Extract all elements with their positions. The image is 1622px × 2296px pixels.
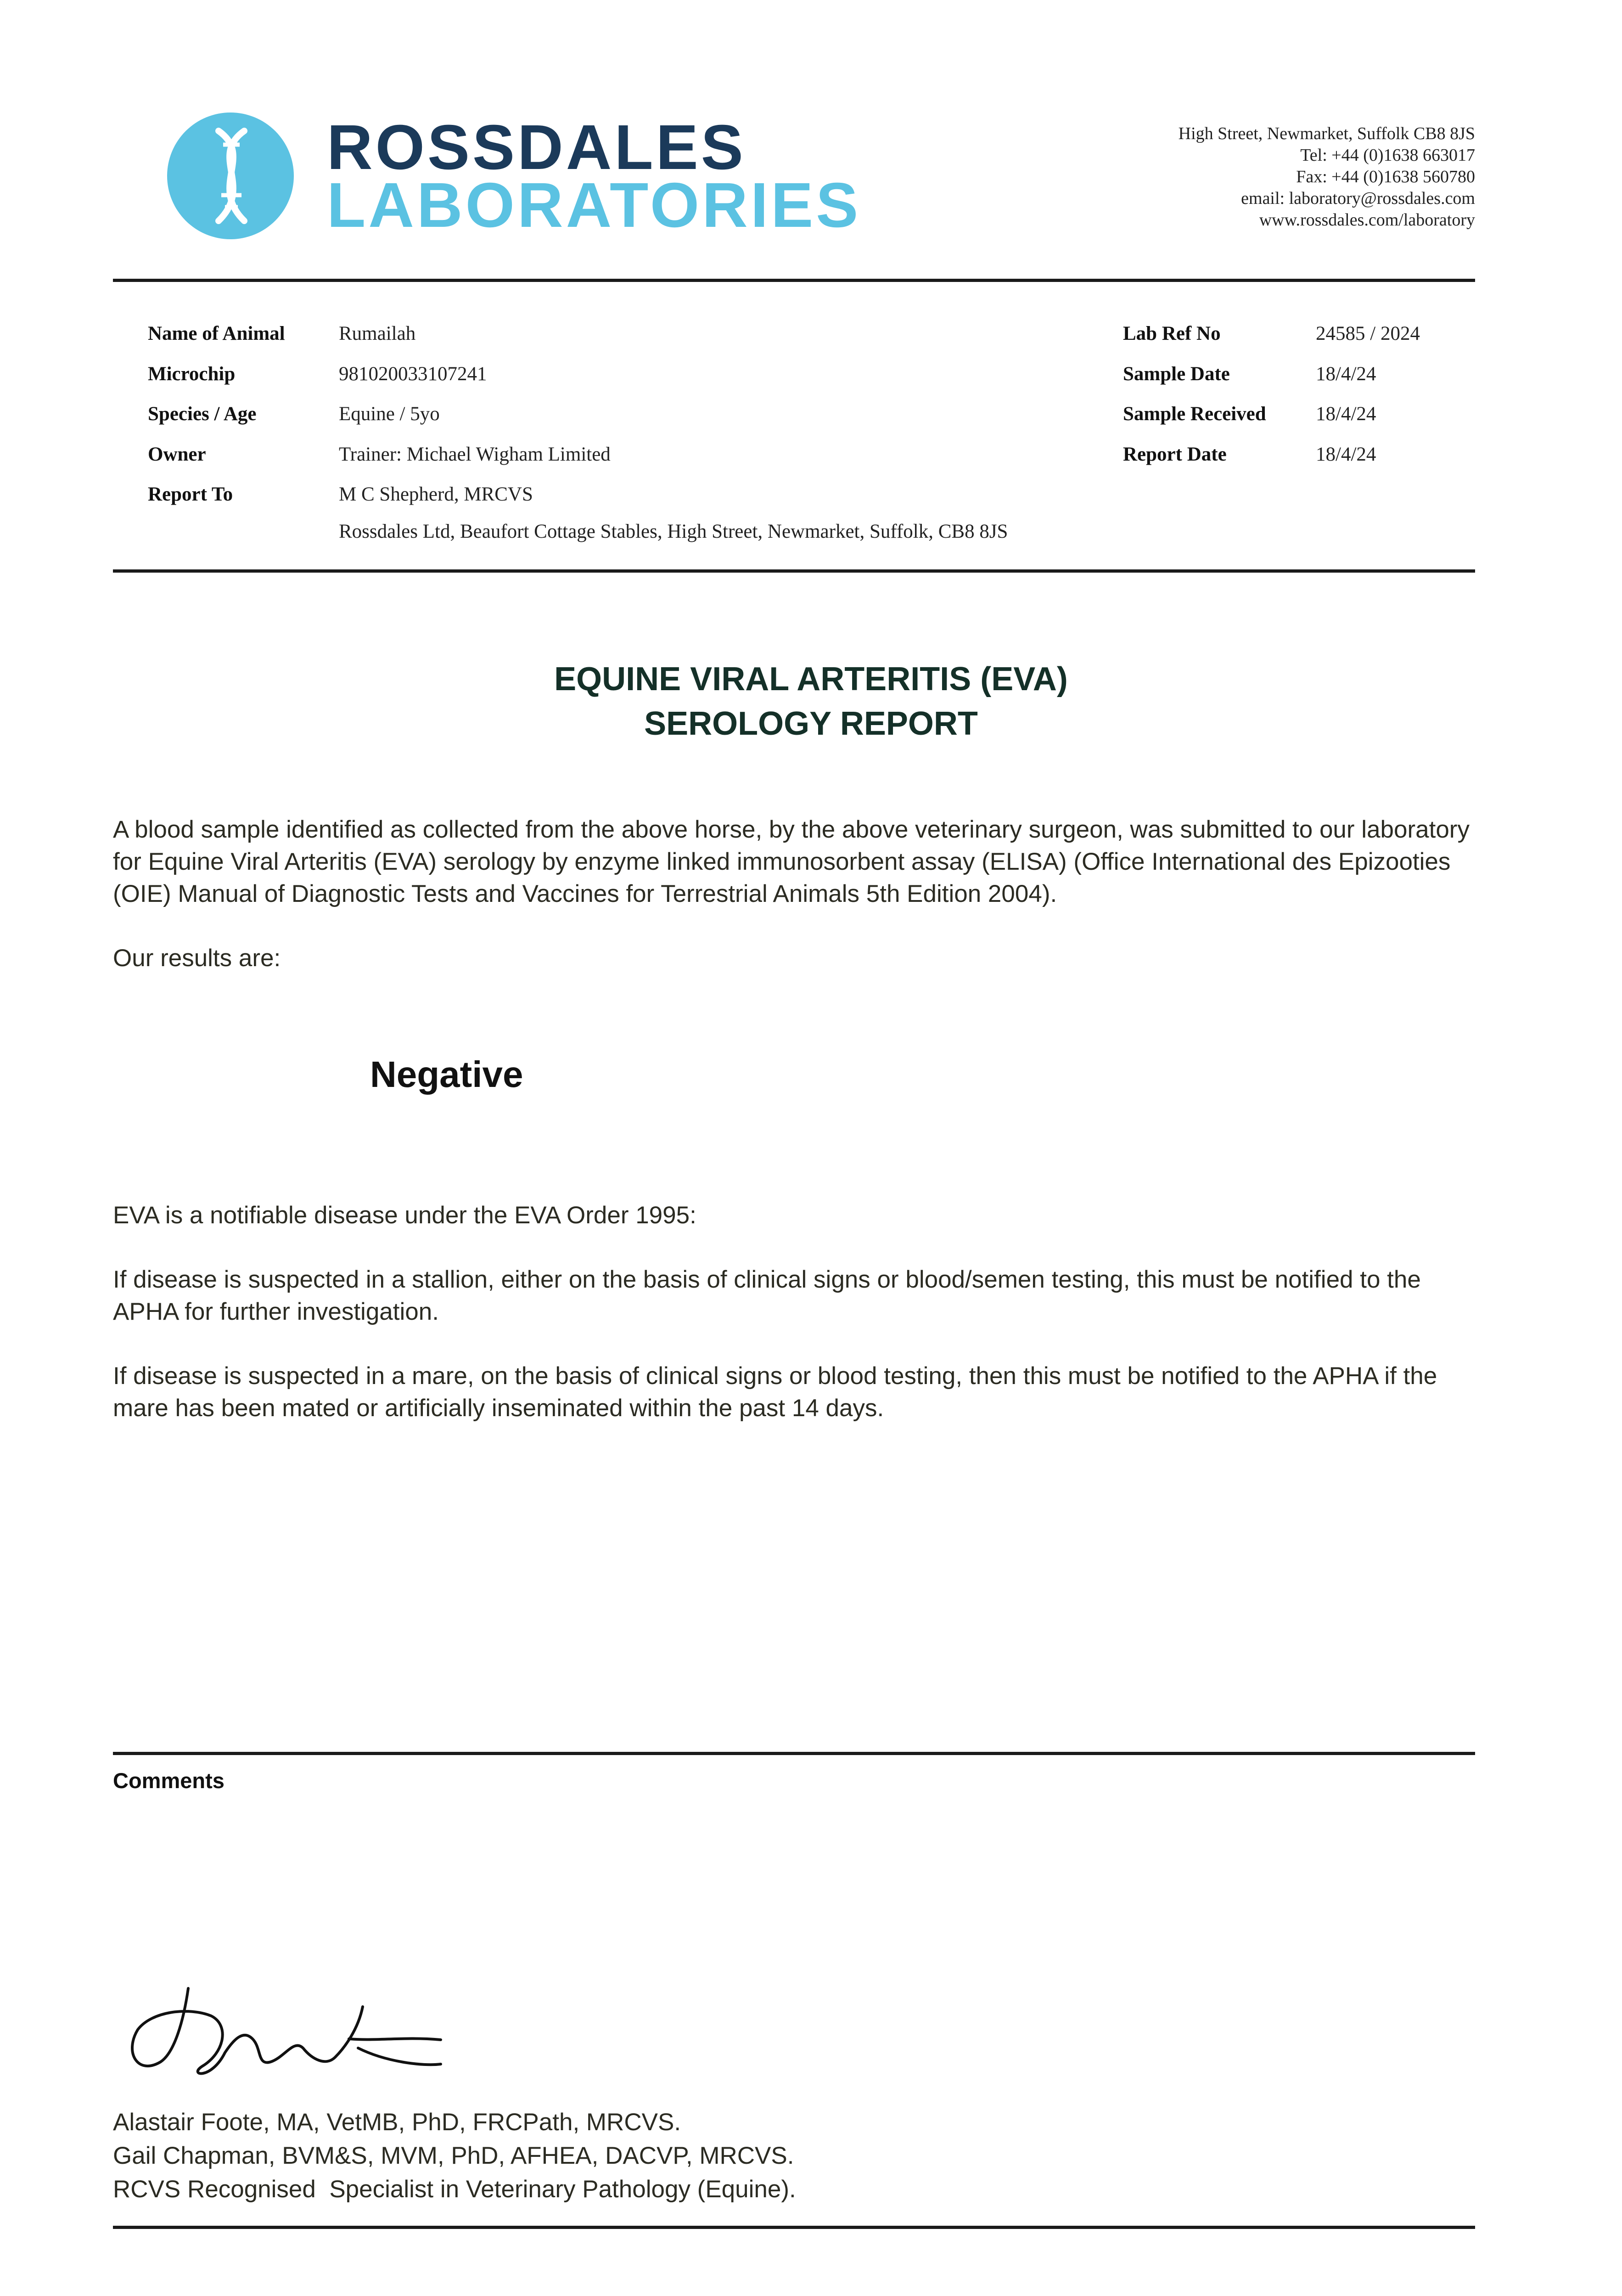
- results-intro: Our results are:: [113, 945, 281, 972]
- signatory-line3: RCVS Recognised Specialist in Veterinary Pathology (Equine).: [113, 2176, 796, 2203]
- result-value: Negative: [370, 1054, 523, 1095]
- sample-date-value: 18/4/24: [1316, 363, 1376, 385]
- dna-helix-icon: [167, 113, 294, 239]
- contact-address: High Street, Newmarket, Suffolk CB8 8JS: [1178, 124, 1475, 143]
- stallion-note: If disease is suspected in a stallion, either on the basis of clinical signs or blood/semen testing, this must be notified to the APHA for further investigation.: [113, 1266, 1421, 1325]
- sample-received-value: 18/4/24: [1316, 403, 1376, 425]
- animal-name-value: Rumailah: [339, 323, 416, 344]
- report-date-value: 18/4/24: [1316, 444, 1376, 465]
- footer-divider: [113, 2226, 1475, 2229]
- microchip-value: 981020033107241: [339, 363, 487, 385]
- contact-block: [1179, 123, 1475, 231]
- owner-value: Trainer: Michael Wigham Limited: [339, 444, 611, 465]
- lab-ref-label: Lab Ref No: [1123, 323, 1221, 344]
- microchip-label: Microchip: [148, 363, 236, 385]
- header-divider: [113, 279, 1475, 282]
- sample-date-label: Sample Date: [1123, 363, 1230, 385]
- notifiable-statement: EVA is a notifiable disease under the EVA Order 1995:: [113, 1202, 696, 1229]
- brand-name-line2: LABORATORIES: [327, 170, 861, 241]
- signature: [119, 1961, 468, 2089]
- contact-website[interactable]: www.rossdales.com/laboratory: [1259, 210, 1475, 230]
- report-to-value: M C Shepherd, MRCVS: [339, 484, 533, 505]
- info-divider: [113, 569, 1475, 573]
- comments-divider: [113, 1752, 1475, 1755]
- intro-paragraph: A blood sample identified as collected from the above horse, by the above veterinary surgeon, was submitted to our laboratory for Equine Viral Arteritis (EVA) serology by enzyme linked immunosorbent assay (ELISA) (Office International des Epizooties (OIE) Manual of Diagnostic Tests and Vaccines for Terrestrial Animals 5th Edition 2004).: [113, 816, 1470, 907]
- owner-label: Owner: [148, 444, 206, 465]
- contact-email[interactable]: email: laboratory@rossdales.com: [1241, 189, 1475, 208]
- signatories-block: [113, 2105, 796, 2206]
- brand-name-line1: ROSSDALES: [327, 112, 746, 183]
- report-to-label: Report To: [148, 484, 233, 505]
- species-age-value: Equine / 5yo: [339, 403, 440, 425]
- report-date-label: Report Date: [1123, 444, 1227, 465]
- report-title-line1: EQUINE VIRAL ARTERITIS (EVA): [554, 661, 1068, 698]
- signatory-line2: Gail Chapman, BVM&S, MVM, PhD, AFHEA, DACVP, MRCVS.: [113, 2142, 794, 2169]
- animal-name-label: Name of Animal: [148, 323, 285, 344]
- report-title-line2: SEROLOGY REPORT: [644, 705, 978, 742]
- lab-ref-value: 24585 / 2024: [1316, 323, 1420, 344]
- comments-label: Comments: [113, 1768, 224, 1793]
- mare-note: If disease is suspected in a mare, on the basis of clinical signs or blood testing, then this must be notified to the APHA if the mare has been mated or artificially inseminated within the past 14 days.: [113, 1362, 1437, 1422]
- species-age-label: Species / Age: [148, 403, 257, 425]
- sample-received-label: Sample Received: [1123, 403, 1266, 425]
- contact-fax: Fax: +44 (0)1638 560780: [1296, 167, 1475, 186]
- report-to-address: Rossdales Ltd, Beaufort Cottage Stables, High Street, Newmarket, Suffolk, CB8 8JS: [339, 521, 1008, 542]
- contact-tel: Tel: +44 (0)1638 663017: [1300, 146, 1475, 165]
- signatory-line1: Alastair Foote, MA, VetMB, PhD, FRCPath, MRCVS.: [113, 2109, 681, 2136]
